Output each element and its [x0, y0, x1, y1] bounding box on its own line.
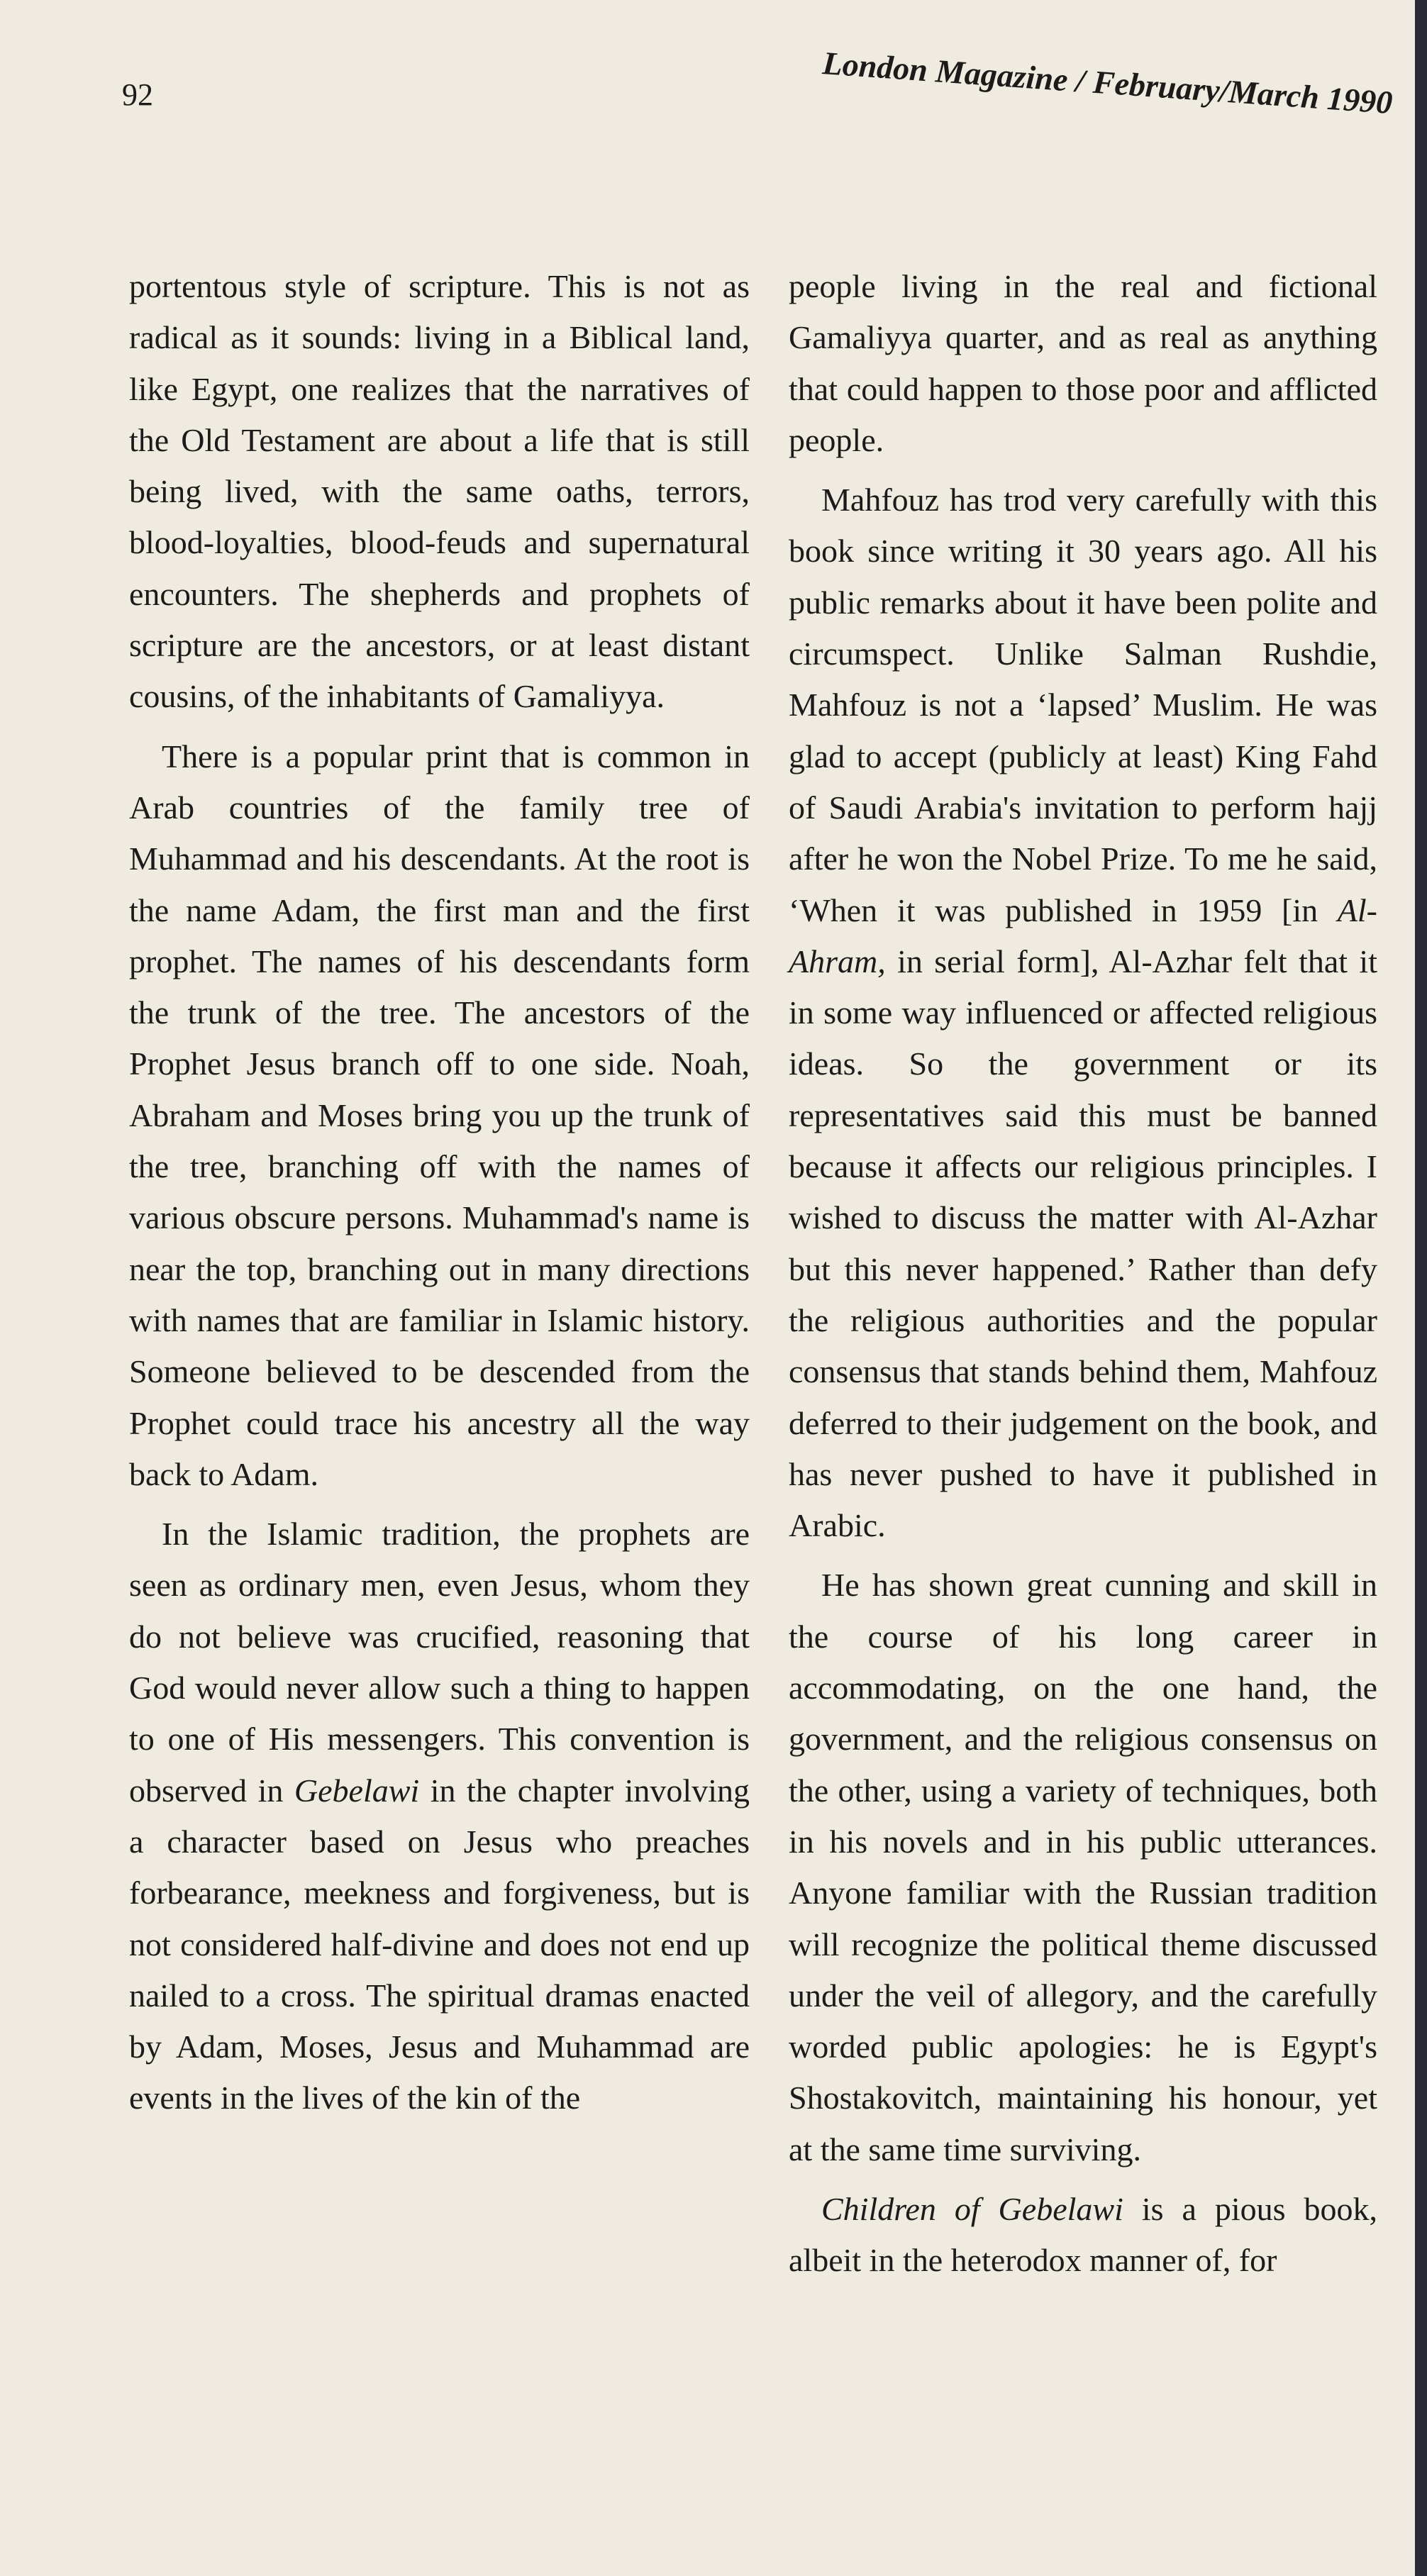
left-paragraph-3: [129, 1509, 750, 2124]
right-paragraph-3: He has shown great cunning and skill in the course of his long career in accommodating, on the one hand, the government, and the religious consensus on the other, using a variety of techniques, both in his novels and in his public utterances. Anyone familiar with the Russian tradition will recognize the political theme discussed under the veil of allegory, and the carefully worded public apologies: he is Egypt's Shostakovitch, maintaining his honour, yet at the same time surviving.: [789, 1567, 1377, 2167]
left-paragraph-1: portentous style of scripture. This is not as radical as it sounds: living in a Biblical land, like Egypt, one realizes that the narratives of the Old Testament are about a life that is still being lived, with the same oaths, terrors, blood-loyalties, blood-feuds and supernatural encounters. The shepherds and prophets of scripture are the ancestors, or at least distant cousins, of the inhabitants of Gamaliyya.: [129, 268, 750, 715]
page-number: 92: [122, 77, 153, 112]
right-column: [789, 261, 1377, 2287]
right-paragraph-2-start: Mahfouz has trod very carefully with this book since writing it 30 years ago. All his public remarks about it have been polite and circumspect. Unlike Salman Rushdie, Mahfouz is not a ‘lapsed’ Muslim. He was glad to accept (publicly at least) King Fahd of Saudi Arabia's invitation to perform hajj after he won the Nobel Prize. To me he said, ‘When it was published in 1959 [in: [789, 482, 1377, 928]
running-head: London Magazine / February/March 1990: [821, 45, 1394, 121]
children-of-gebelawi-title: Children of Gebelawi: [821, 2190, 1123, 2227]
al-ahram-title: Al-Ahram,: [789, 892, 1377, 979]
left-column: [129, 261, 750, 2124]
right-paragraph-4: [789, 2184, 1377, 2287]
gebelawi-title: Gebelawi: [294, 1772, 420, 1809]
left-paragraph-2: There is a popular print that is common in Arab countries of the family tree of Muhammad and his descendants. At the root is the name Adam, the first man and the first prophet. The names of his descendants form the trunk of the tree. The ancestors of the Prophet Jesus branch off to one side. Noah, Abraham and Moses bring you up the trunk of the tree, branching off with the names of various obscure persons. Muhammad's name is near the top, branching out in many directions with names that are familiar in Islamic history. Someone believed to be descended from the Prophet could trace his ancestry all the way back to Adam.: [129, 738, 750, 1492]
right-paragraph-1: people living in the real and fictional Gamaliyya quarter, and as real as anything that could happen to those poor and afflicted people.: [789, 268, 1377, 458]
right-paragraph-2-end: in serial form], Al-Azhar felt that it in some way influenced or affected religious ideas. So the government or its representatives said this must be banned because it affects our religious principles. I wished to discuss the matter with Al-Azhar but this never happened.’ Rather than defy the religious authorities and the popular consensus that stands behind them, Mahfouz deferred to their judgement on the book, and has never pushed to have it published in Arabic.: [789, 943, 1377, 1544]
left-paragraph-3-end: in the chapter involving a character based on Jesus who preaches forbearance, meekness and forgiveness, but is not considered half-divine and does not end up nailed to a cross. The spiritual dramas enacted by Adam, Moses, Jesus and Muhammad are events in the lives of the kin of the: [129, 1772, 750, 2116]
right-paragraph-4-end: is a pious book, albeit in the heterodox manner of, for: [789, 2190, 1377, 2279]
right-paragraph-2: [789, 474, 1377, 1551]
left-paragraph-3-start: In the Islamic tradition, the prophets are seen as ordinary men, even Jesus, whom they do not believe was crucified, reasoning that God would never allow such a thing to happen to one of His messengers. This convention is observed in: [129, 1516, 750, 1809]
